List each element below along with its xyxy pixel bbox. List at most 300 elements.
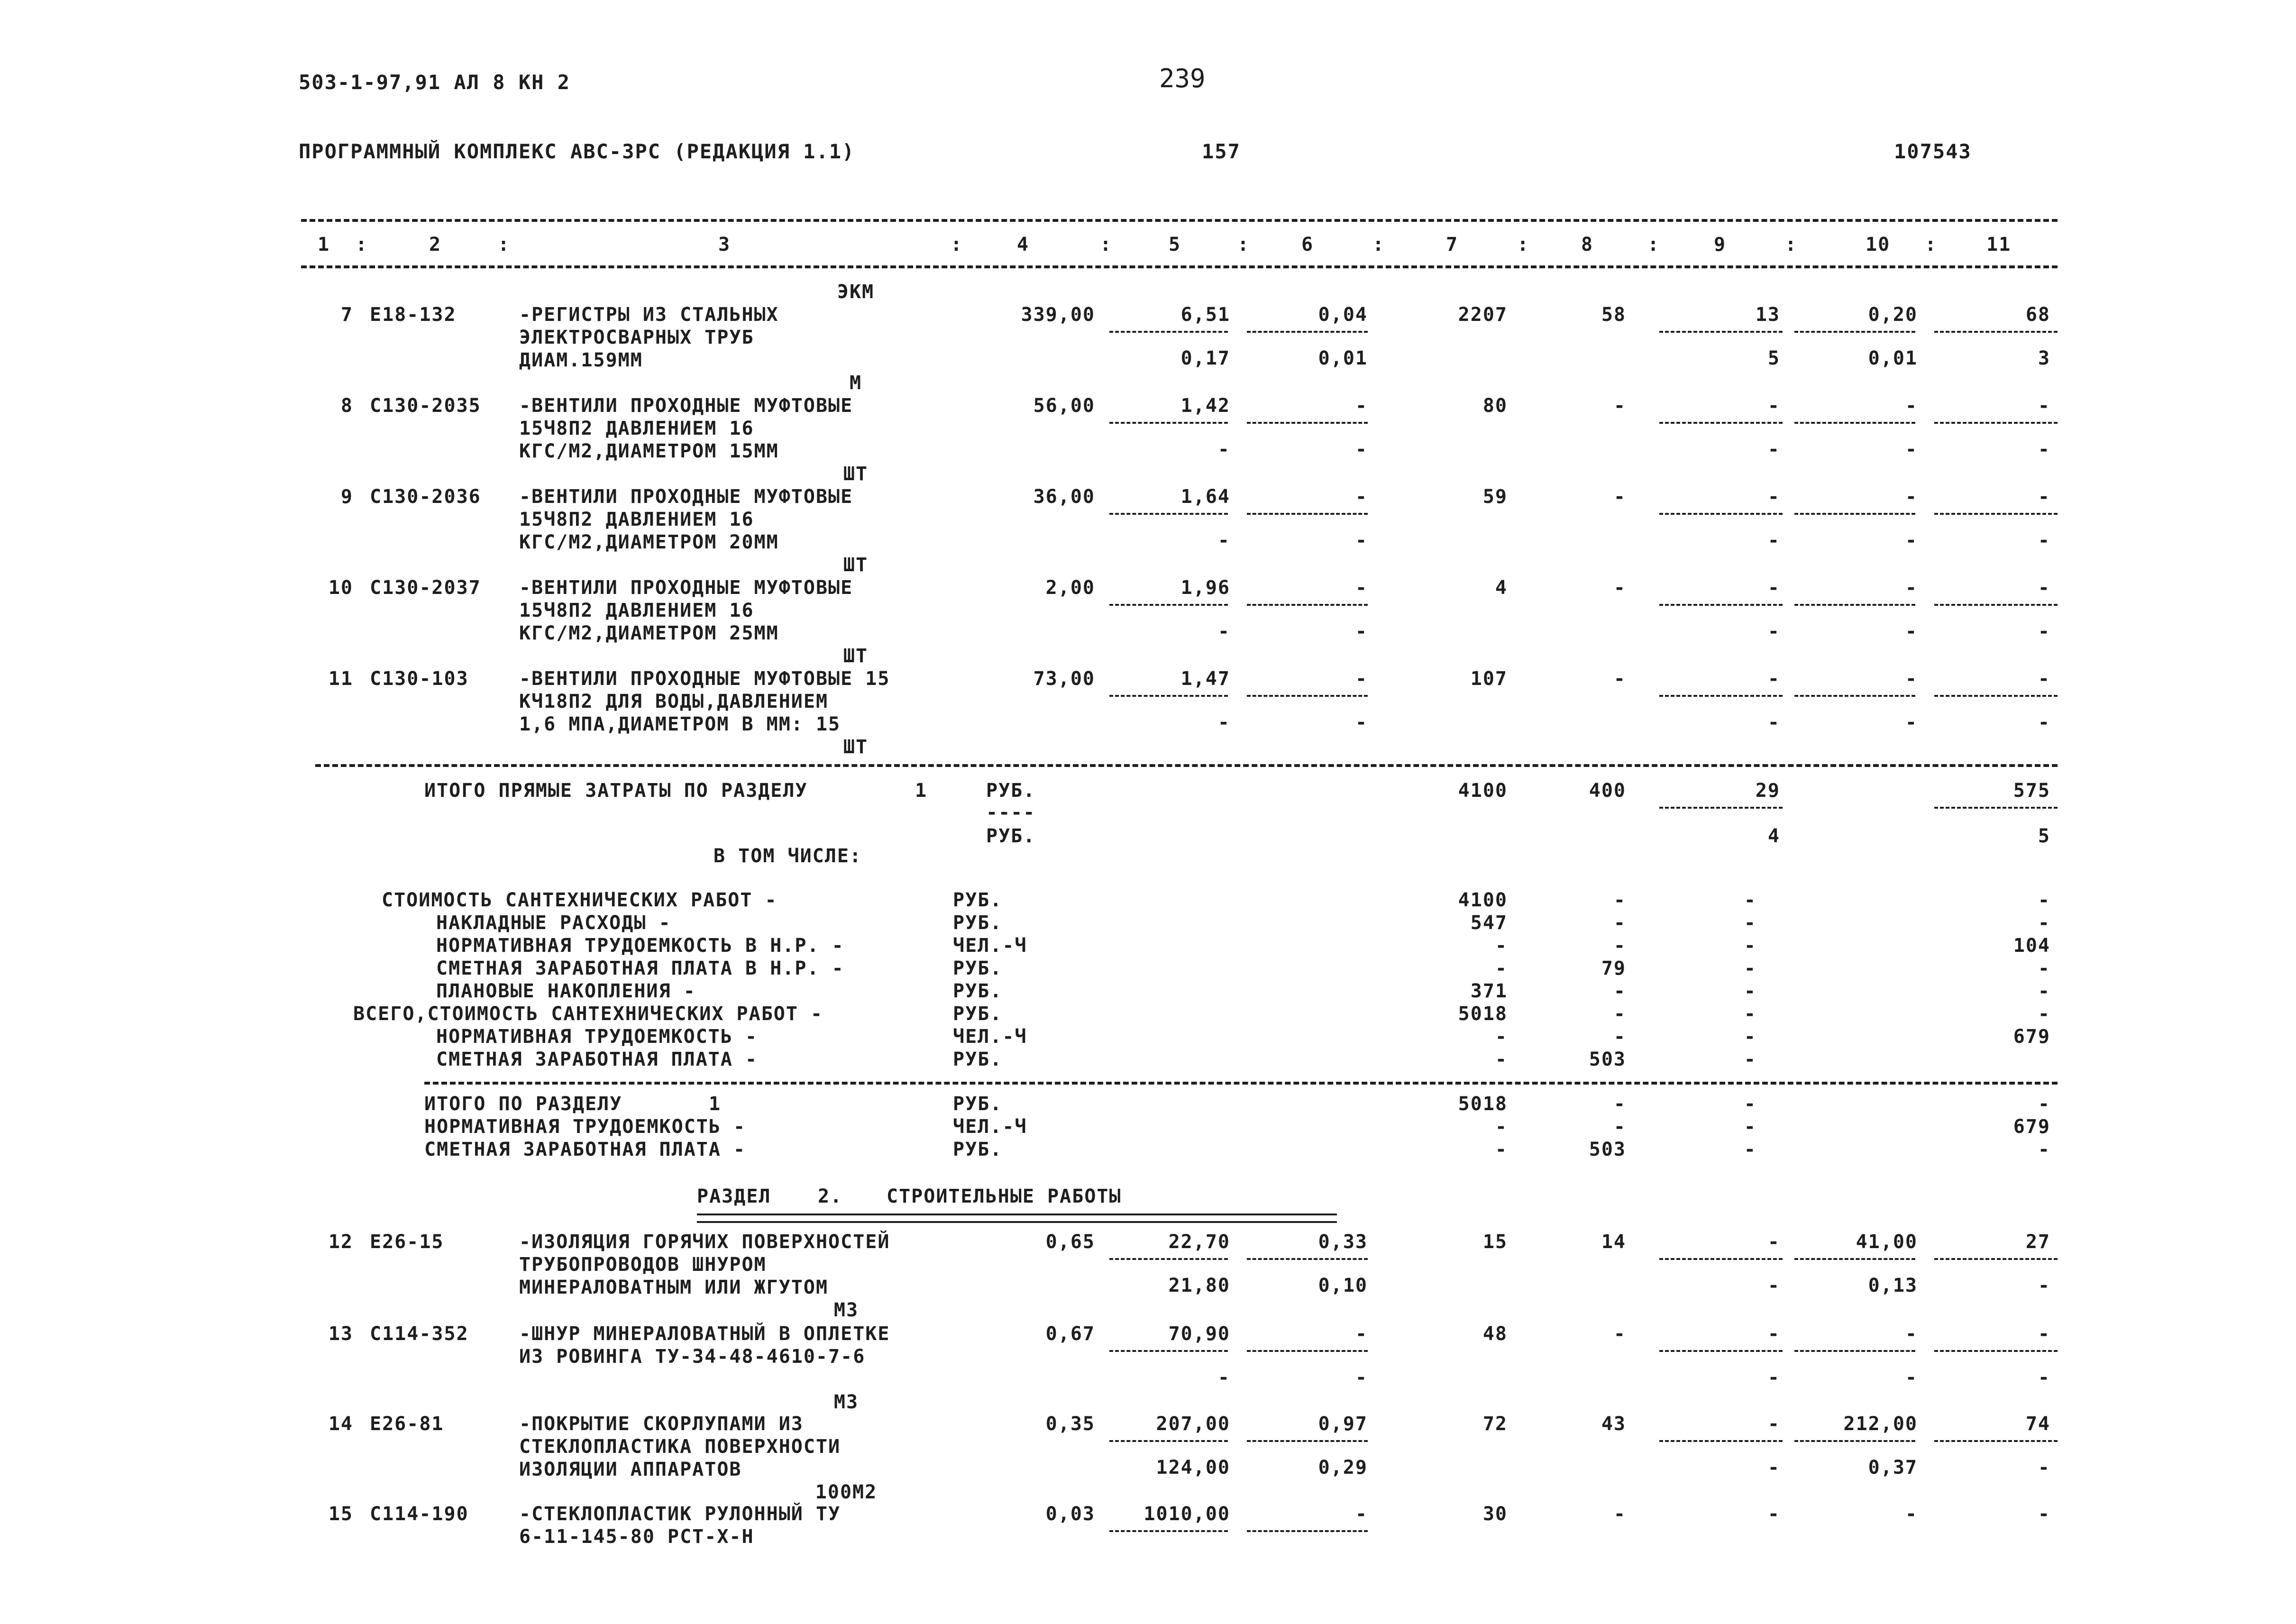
total-line-unit: ЧЕЛ.-Ч [953, 935, 1027, 957]
cell-c10b: - [1905, 1367, 1918, 1388]
total-c8: 400 [1589, 780, 1626, 802]
sub-rule [1109, 513, 1228, 515]
sub-rule [1659, 1440, 1783, 1442]
column-header: 1 [318, 234, 330, 255]
total-line-unit: РУБ. [953, 889, 1003, 911]
item-code: Е26-81 [370, 1413, 444, 1435]
cell-c6: 0,04 [1318, 304, 1368, 326]
cell-c6b: 0,10 [1318, 1275, 1368, 1296]
total-line-label: СМЕТНАЯ ЗАРАБОТНАЯ ПЛАТА В Н.Р. - [436, 958, 844, 979]
cell-c9: - [1767, 577, 1780, 599]
column-header: 7 [1446, 234, 1459, 255]
cell-c6b: - [1355, 620, 1368, 642]
cell-qty: 36,00 [1033, 486, 1095, 508]
section-line-c9: - [1744, 1116, 1756, 1138]
cell-c5b: 0,17 [1180, 347, 1230, 369]
sub-rule [1247, 422, 1368, 424]
sub-rule [1247, 513, 1368, 515]
cell-c6: 0,33 [1318, 1231, 1368, 1253]
cell-c9: - [1767, 1323, 1780, 1345]
total-line-c9: - [1744, 1026, 1756, 1048]
sub-rule [1794, 1258, 1915, 1260]
cell-c5b: - [1217, 529, 1230, 551]
cell-c10: - [1905, 1323, 1918, 1345]
sub-rule [1794, 513, 1915, 515]
sub-rule [1247, 1350, 1368, 1352]
cell-c10: - [1905, 577, 1918, 599]
unit-label: М3 [833, 1391, 859, 1413]
cell-c8: - [1613, 577, 1626, 599]
item-description: -ВЕНТИЛИ ПРОХОДНЫЕ МУФТОВЫЕ [519, 577, 853, 599]
section-line-label: НОРМАТИВНАЯ ТРУДОЕМКОСТЬ - [424, 1116, 746, 1138]
column-header: 3 [718, 234, 731, 255]
cell-c6: 0,97 [1318, 1413, 1368, 1435]
row-number: 14 [328, 1413, 353, 1435]
cell-c9: - [1767, 668, 1780, 690]
cell-qty: 339,00 [1021, 304, 1095, 326]
total-line-unit: РУБ. [953, 1049, 1003, 1070]
sub-rule [1659, 422, 1783, 424]
cell-c10b: - [1905, 620, 1918, 642]
cell-c9b: - [1767, 712, 1780, 733]
total-line-unit: РУБ. [953, 980, 1003, 1002]
cell-c9b: - [1767, 1457, 1780, 1478]
cell-c9b: - [1767, 1275, 1780, 1296]
unit-label: ЭКМ [837, 281, 875, 303]
total-line-c7: - [1495, 1049, 1508, 1070]
cell-c11: 27 [2025, 1231, 2050, 1253]
total-line-c9: - [1744, 935, 1756, 957]
sub-rule [1794, 331, 1915, 333]
total-line-c7: 371 [1470, 980, 1508, 1002]
cell-c6b: 0,29 [1318, 1457, 1368, 1478]
item-code: С130-2035 [370, 395, 481, 417]
cell-c7: 48 [1482, 1323, 1508, 1345]
column-header: 8 [1581, 234, 1594, 255]
total-c9b: 4 [1767, 825, 1780, 847]
total-line-c7: 4100 [1458, 889, 1508, 911]
section-line-c9: - [1744, 1139, 1756, 1160]
cell-c8: - [1613, 486, 1626, 508]
sub-rule [1794, 422, 1915, 424]
cell-c7: 59 [1482, 486, 1508, 508]
cell-c5: 70,90 [1168, 1323, 1230, 1345]
column-header: : [1237, 234, 1250, 255]
cell-c5: 1,64 [1180, 486, 1230, 508]
item-description: ЭЛЕКТРОСВАРНЫХ ТРУБ [519, 327, 754, 348]
cell-c6: - [1355, 486, 1368, 508]
total-line-c7: 547 [1470, 912, 1508, 934]
item-description: -ИЗОЛЯЦИЯ ГОРЯЧИХ ПОВЕРХНОСТЕЙ [519, 1231, 890, 1253]
total-line-label: СТОИМОСТЬ САНТЕХНИЧЕСКИХ РАБОТ - [382, 889, 778, 911]
section2-title: СТРОИТЕЛЬНЫЕ РАБОТЫ [887, 1186, 1122, 1207]
item-description: СТЕКЛОПЛАСТИКА ПОВЕРХНОСТИ [519, 1436, 841, 1458]
section-line-unit: ЧЕЛ.-Ч [953, 1116, 1027, 1138]
column-header: 5 [1169, 234, 1181, 255]
cell-c9: - [1767, 1231, 1780, 1253]
total-c9: 29 [1755, 780, 1780, 802]
column-header: : [1100, 234, 1113, 255]
cell-c11: - [2038, 395, 2050, 417]
sub-rule [1934, 422, 2058, 424]
total-line-c9: - [1744, 1049, 1756, 1070]
table-header-rule [301, 265, 2058, 268]
item-code: С130-103 [370, 668, 469, 690]
cell-c5: 6,51 [1180, 304, 1230, 326]
sub-rule [1109, 695, 1228, 697]
sub-rule [1794, 604, 1915, 606]
item-description: ТРУБОПРОВОДОВ ШНУРОМ [519, 1254, 767, 1276]
total-line-c8: - [1613, 912, 1626, 934]
cell-c6: - [1355, 1503, 1368, 1525]
cell-c10b: 0,01 [1868, 347, 1918, 369]
column-header: 9 [1714, 234, 1727, 255]
cell-qty: 0,35 [1045, 1413, 1095, 1435]
item-description: МИНЕРАЛОВАТНЫМ ИЛИ ЖГУТОМ [519, 1277, 829, 1298]
cell-c5b: - [1217, 712, 1230, 733]
sub-rule [1109, 422, 1228, 424]
section-total-label: ИТОГО ПО РАЗДЕЛУ [424, 1093, 622, 1115]
cell-c7: 72 [1482, 1413, 1508, 1435]
unit-label: ШТ [843, 554, 869, 576]
cell-c10: - [1905, 1503, 1918, 1525]
total-line-c11: - [2038, 1003, 2050, 1025]
total-line-c9: - [1744, 1003, 1756, 1025]
sub-rule [1934, 1258, 2058, 1260]
cell-qty: 73,00 [1033, 668, 1095, 690]
total-line-c8: 79 [1601, 958, 1626, 979]
column-header: : [1925, 234, 1938, 255]
section-total-number: 1 [709, 1093, 722, 1115]
cell-c9b: - [1767, 620, 1780, 642]
cell-c11b: - [2038, 1367, 2050, 1388]
cell-c6b: - [1355, 438, 1368, 460]
cell-c9b: - [1767, 1367, 1780, 1388]
section-line-c9: - [1744, 1093, 1756, 1115]
sub-rule [1247, 1258, 1368, 1260]
item-description: КГС/М2,ДИАМЕТРОМ 15ММ [519, 440, 779, 462]
cell-c10b: - [1905, 712, 1918, 733]
cell-qty: 2,00 [1045, 577, 1095, 599]
cell-c9: 13 [1755, 304, 1780, 326]
section-end-rule [315, 764, 2058, 767]
unit-label: 100М2 [815, 1481, 878, 1503]
sub-rule [1109, 604, 1228, 606]
cell-c8: 58 [1601, 304, 1626, 326]
sub-rule [1109, 1530, 1228, 1532]
item-code: С130-2037 [370, 577, 481, 599]
section2-underline [697, 1221, 1337, 1223]
total-line-c9: - [1744, 912, 1756, 934]
sub-rule [1659, 1258, 1783, 1260]
total-line-unit: ЧЕЛ.-Ч [953, 1026, 1027, 1048]
row-number: 10 [328, 577, 353, 599]
cell-c11b: - [2038, 620, 2050, 642]
cell-c6: - [1355, 395, 1368, 417]
sub-rule [1659, 331, 1783, 333]
sub-rule [1794, 1350, 1915, 1352]
item-description: КГС/М2,ДИАМЕТРОМ 20ММ [519, 531, 779, 553]
total-line-unit: РУБ. [953, 912, 1003, 934]
item-description: ИЗ РОВИНГА ТУ-34-48-4610-7-6 [519, 1346, 866, 1368]
table-top-rule [301, 219, 2058, 222]
sub-rule [1109, 1440, 1228, 1442]
cell-c11b: 3 [2038, 347, 2050, 369]
cell-c7: 15 [1482, 1231, 1508, 1253]
item-description: -СТЕКЛОПЛАСТИК РУЛОННЫЙ ТУ [519, 1503, 841, 1525]
section2-number: 2. [818, 1186, 843, 1207]
cell-c8: - [1613, 1323, 1626, 1345]
sub-rule [1109, 331, 1228, 333]
cell-c5b: - [1217, 620, 1230, 642]
cell-c8: - [1613, 395, 1626, 417]
sub-rule [1247, 1440, 1368, 1442]
item-code: С114-190 [370, 1503, 469, 1525]
cell-c10b: 0,13 [1868, 1275, 1918, 1296]
cell-qty: 0,67 [1045, 1323, 1095, 1345]
sub-rule [1934, 331, 2058, 333]
cell-c6b: - [1355, 1367, 1368, 1388]
row-number: 13 [328, 1323, 353, 1345]
item-description: 15Ч8П2 ДАВЛЕНИЕМ 16 [519, 418, 754, 439]
cell-c5b: - [1217, 438, 1230, 460]
cell-c10: - [1905, 486, 1918, 508]
program-title: ПРОГРАММНЫЙ КОМПЛЕКС АВС-3РС (РЕДАКЦИЯ 1.1) [299, 140, 855, 163]
cell-c9: - [1767, 1413, 1780, 1435]
total-line-c8: - [1613, 1026, 1626, 1048]
column-header: : [1647, 234, 1660, 255]
sub-rule [1794, 1440, 1915, 1442]
total-c11: 575 [2013, 780, 2050, 802]
cell-c5: 207,00 [1156, 1413, 1230, 1435]
cell-c9: - [1767, 1503, 1780, 1525]
unit-label: М3 [833, 1299, 859, 1321]
direct-costs-section: 1 [915, 780, 928, 802]
cell-c6: - [1355, 1323, 1368, 1345]
total-line-c7: - [1495, 1026, 1508, 1048]
cell-c6: - [1355, 668, 1368, 690]
cell-c7: 80 [1482, 395, 1508, 417]
sub-rule [1247, 695, 1368, 697]
sub-rule [1934, 1440, 2058, 1442]
row-number: 11 [328, 668, 353, 690]
total-line-c9: - [1744, 889, 1756, 911]
total-line-c7: - [1495, 958, 1508, 979]
sub-rule [1659, 695, 1783, 697]
total-line-c11: 679 [2013, 1026, 2050, 1048]
cell-c11b: - [2038, 1457, 2050, 1478]
column-header: : [1785, 234, 1798, 255]
sub-rule [1109, 1258, 1228, 1260]
cell-c10b: 0,37 [1868, 1457, 1918, 1478]
cell-c9: - [1767, 395, 1780, 417]
sub-rule [1247, 1530, 1368, 1532]
unit-label: ШТ [843, 736, 869, 758]
cell-c11: - [2038, 668, 2050, 690]
item-description: -ВЕНТИЛИ ПРОХОДНЫЕ МУФТОВЫЕ [519, 486, 853, 508]
section-line-c7: 5018 [1458, 1093, 1508, 1115]
item-code: Е18-132 [370, 304, 457, 326]
cell-c10b: - [1905, 438, 1918, 460]
cell-qty: 56,00 [1033, 395, 1095, 417]
unit-rub: РУБ. [986, 825, 1036, 847]
total-line-label: ПЛАНОВЫЕ НАКОПЛЕНИЯ - [436, 980, 696, 1002]
cell-c8: 14 [1601, 1231, 1626, 1253]
sub-rule [1934, 1350, 2058, 1352]
cell-c9b: - [1767, 438, 1780, 460]
total-line-c11: - [2038, 980, 2050, 1002]
column-header: : [1372, 234, 1385, 255]
total-line-label: НОРМАТИВНАЯ ТРУДОЕМКОСТЬ - [436, 1026, 758, 1048]
sheet-number: 157 [1202, 140, 1241, 163]
unit-dash: ---- [986, 802, 1036, 823]
page-number: 239 [1159, 64, 1206, 93]
total-line-c11: 104 [2013, 935, 2050, 957]
section2-label: РАЗДЕЛ [697, 1186, 771, 1207]
column-header: : [1517, 234, 1530, 255]
total-line-c11: - [2038, 889, 2050, 911]
total-line-c9: - [1744, 958, 1756, 979]
total-c7: 4100 [1458, 780, 1508, 802]
cell-c5: 1,42 [1180, 395, 1230, 417]
item-code: С130-2036 [370, 486, 481, 508]
section-line-label: СМЕТНАЯ ЗАРАБОТНАЯ ПЛАТА - [424, 1139, 746, 1160]
sub-rule [1659, 807, 1783, 809]
total-line-c8: - [1613, 889, 1626, 911]
total-line-c8: 503 [1589, 1049, 1626, 1070]
sub-rule [1247, 604, 1368, 606]
total-line-c7: 5018 [1458, 1003, 1508, 1025]
sub-rule [1659, 1350, 1783, 1352]
item-description: КГС/М2,ДИАМЕТРОМ 25ММ [519, 622, 779, 644]
sub-rule [1934, 807, 2058, 809]
cell-c6b: 0,01 [1318, 347, 1368, 369]
total-line-c8: - [1613, 935, 1626, 957]
cell-c7: 30 [1482, 1503, 1508, 1525]
row-number: 7 [340, 304, 353, 326]
section-line-unit: РУБ. [953, 1139, 1003, 1160]
unit-rub: РУБ. [986, 780, 1036, 802]
row-number: 15 [328, 1503, 353, 1525]
column-header: 2 [429, 234, 442, 255]
sub-rule [1934, 695, 2058, 697]
sub-rule [1109, 1350, 1228, 1352]
column-header: 10 [1866, 234, 1891, 255]
cell-c6b: - [1355, 712, 1368, 733]
cell-c7: 107 [1470, 668, 1508, 690]
cell-c10: - [1905, 395, 1918, 417]
doc-code: 503-1-97,91 АЛ 8 КН 2 [299, 71, 571, 94]
sub-rule [1934, 604, 2058, 606]
item-description: 1,6 МПА,ДИАМЕТРОМ В ММ: 15 [519, 713, 841, 735]
cell-c10: 212,00 [1843, 1413, 1918, 1435]
column-header: 11 [1986, 234, 2012, 255]
cell-c7: 4 [1495, 577, 1508, 599]
section-line-unit: РУБ. [953, 1093, 1003, 1115]
section-line-c11: - [2038, 1093, 2050, 1115]
cell-c11b: - [2038, 712, 2050, 733]
column-header: 6 [1301, 234, 1314, 255]
cell-c5b: 21,80 [1168, 1275, 1230, 1296]
cell-c10: 0,20 [1868, 304, 1918, 326]
cell-c9b: 5 [1767, 347, 1780, 369]
total-line-label: СМЕТНАЯ ЗАРАБОТНАЯ ПЛАТА - [436, 1049, 758, 1070]
item-description: КЧ18П2 ДЛЯ ВОДЫ,ДАВЛЕНИЕМ [519, 691, 829, 712]
cell-c11: - [2038, 486, 2050, 508]
cell-c10: 41,00 [1856, 1231, 1918, 1253]
cell-c11: 68 [2025, 304, 2050, 326]
cell-c6: - [1355, 577, 1368, 599]
item-description: 15Ч8П2 ДАВЛЕНИЕМ 16 [519, 600, 754, 621]
sub-rule [1659, 513, 1783, 515]
total-line-c8: - [1613, 1003, 1626, 1025]
cell-c5: 1,47 [1180, 668, 1230, 690]
cell-qty: 0,65 [1045, 1231, 1095, 1253]
section-line-c8: - [1613, 1116, 1626, 1138]
item-description: 6-11-145-80 РСТ-Х-Н [519, 1526, 754, 1548]
section-line-c8: 503 [1589, 1139, 1626, 1160]
cell-c5b: - [1217, 1367, 1230, 1388]
sub-rule [1934, 513, 2058, 515]
cell-c11: - [2038, 1323, 2050, 1345]
total-line-c8: - [1613, 980, 1626, 1002]
cell-c8: - [1613, 1503, 1626, 1525]
item-code: С114-352 [370, 1323, 469, 1345]
cell-c11: 74 [2025, 1413, 2050, 1435]
item-description: ДИАМ.159ММ [519, 349, 643, 371]
cell-c11b: - [2038, 1275, 2050, 1296]
cell-c11b: - [2038, 529, 2050, 551]
total-line-label: НАКЛАДНЫЕ РАСХОДЫ - [436, 912, 671, 934]
direct-costs-label: ИТОГО ПРЯМЫЕ ЗАТРАТЫ ПО РАЗДЕЛУ [424, 780, 808, 802]
cell-c9b: - [1767, 529, 1780, 551]
cell-c11: - [2038, 577, 2050, 599]
cell-c5: 1,96 [1180, 577, 1230, 599]
column-header: : [356, 234, 368, 255]
unit-label: ШТ [843, 645, 869, 667]
including-label: В ТОМ ЧИСЛЕ: [713, 845, 862, 867]
item-description: -ШНУР МИНЕРАЛОВАТНЫЙ В ОПЛЕТКЕ [519, 1323, 890, 1345]
total-line-c7: - [1495, 935, 1508, 957]
sub-rule [1247, 331, 1368, 333]
column-header: : [951, 234, 963, 255]
total-line-c9: - [1744, 980, 1756, 1002]
item-code: Е26-15 [370, 1231, 444, 1253]
cell-c6b: - [1355, 529, 1368, 551]
total-line-label: ВСЕГО,СТОИМОСТЬ САНТЕХНИЧЕСКИХ РАБОТ - [353, 1003, 823, 1025]
cell-qty: 0,03 [1045, 1503, 1095, 1525]
section-line-c11: 679 [2013, 1116, 2050, 1138]
document-id: 107543 [1894, 140, 1972, 163]
cell-c5: 1010,00 [1143, 1503, 1230, 1525]
sub-rule [1794, 695, 1915, 697]
sub-rule [1659, 604, 1783, 606]
column-header: : [498, 234, 511, 255]
section-line-c11: - [2038, 1139, 2050, 1160]
cell-c11: - [2038, 1503, 2050, 1525]
section-line-c8: - [1613, 1093, 1626, 1115]
cell-c8: 43 [1601, 1413, 1626, 1435]
item-description: 15Ч8П2 ДАВЛЕНИЕМ 16 [519, 509, 754, 530]
cell-c5b: 124,00 [1156, 1457, 1230, 1478]
item-description: -РЕГИСТРЫ ИЗ СТАЛЬНЫХ [519, 304, 779, 326]
total-c11b: 5 [2038, 825, 2050, 847]
unit-label: ШТ [843, 463, 869, 485]
column-header: 4 [1017, 234, 1030, 255]
row-number: 9 [340, 486, 353, 508]
section2-underline [697, 1213, 1337, 1215]
item-description: -ВЕНТИЛИ ПРОХОДНЫЕ МУФТОВЫЕ 15 [519, 668, 890, 690]
